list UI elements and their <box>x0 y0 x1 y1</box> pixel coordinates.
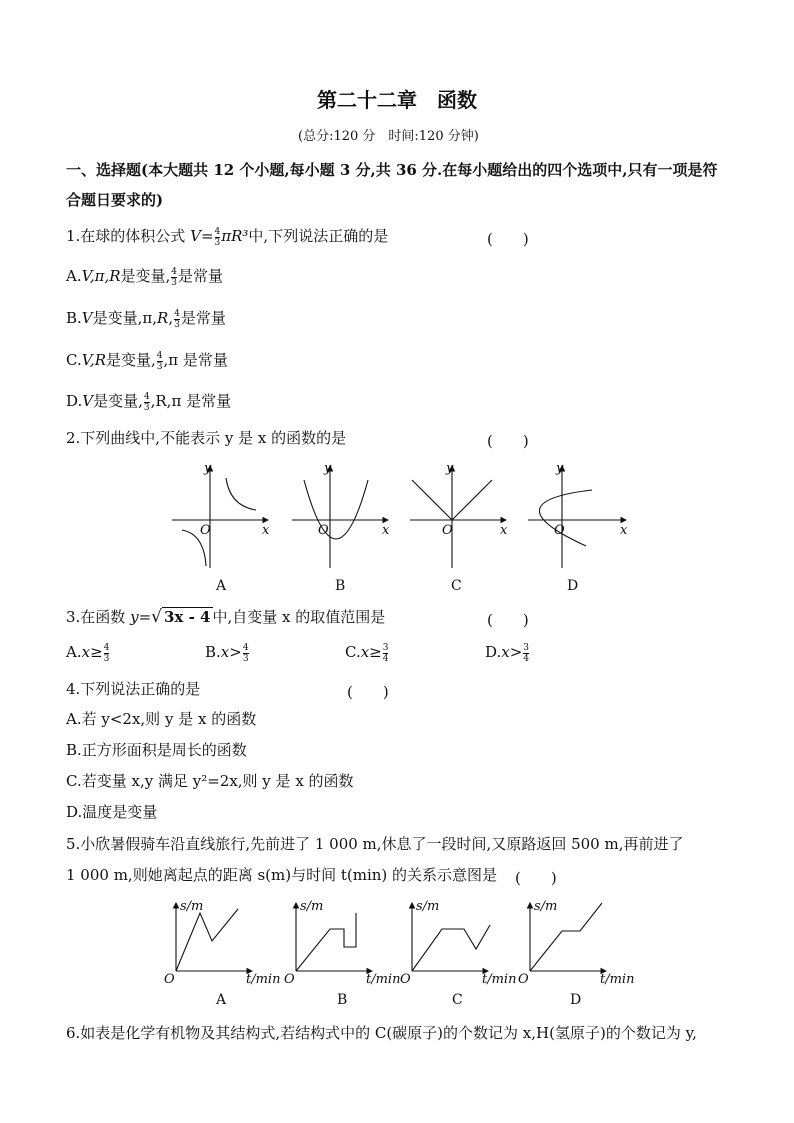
q1-option-a[interactable]: A.V,π,R是变量, $\frac{4}{3}$ 是常量 <box>66 266 224 288</box>
svg-text:O: O <box>554 523 565 538</box>
q5-stem-line1: 5.小欣暑假骑车沿直线旅行,先前进了 1 000 m,休息了一段时间,又原路返回 500 m,再前进了 <box>66 835 684 853</box>
section-heading-line1: 一、选择题(本大题共 12 个小题,每小题 3 分,共 36 分.在每小题给出的四个选项中,只有一项是符 <box>66 161 718 179</box>
graph-d[interactable] <box>528 466 626 568</box>
q1-answer-blank[interactable]: ( ) <box>487 230 529 248</box>
svg-text:x: x <box>500 523 508 538</box>
q4-option-d[interactable]: D.温度是变量 <box>66 803 158 821</box>
q2-stem: 2.下列曲线中,不能表示 y 是 x 的函数的是 <box>66 429 347 447</box>
q3-stem: 3.在函数 y=√ 3x - 4 中,自变量 x 的取值范围是 <box>66 607 386 627</box>
svg-text:t/min: t/min <box>246 972 281 987</box>
svg-text:y: y <box>204 461 212 476</box>
q2-label-a: A <box>216 578 227 594</box>
q4-answer-blank[interactable]: ( ) <box>347 683 389 701</box>
svg-text:s/m: s/m <box>180 899 204 914</box>
q4-option-b[interactable]: B.正方形面积是周长的函数 <box>66 741 247 759</box>
graph-b[interactable] <box>292 466 388 568</box>
page-subtitle: (总分:120 分 时间:120 分钟) <box>298 129 479 144</box>
q5-graphs <box>160 895 650 990</box>
svg-text:O: O <box>164 972 175 987</box>
svg-text:s/m: s/m <box>416 899 440 914</box>
svg-text:s/m: s/m <box>534 899 558 914</box>
svg-text:y: y <box>446 461 454 476</box>
q5-stem-line2: 1 000 m,则她离起点的距离 s(m)与时间 t(min) 的关系示意图是 <box>66 866 498 884</box>
svg-text:O: O <box>200 523 211 538</box>
svg-text:O: O <box>284 972 295 987</box>
q2-answer-blank[interactable]: ( ) <box>487 432 529 450</box>
q5-label-d: D <box>570 992 582 1008</box>
svg-text:x: x <box>382 523 390 538</box>
q1-stem: 1.在球的体积公式 V= $\frac{4}{3}$ πR³中,下列说法正确的是 <box>66 226 389 248</box>
svg-text:O: O <box>318 523 329 538</box>
svg-text:s/m: s/m <box>300 899 324 914</box>
q5-label-c: C <box>452 992 463 1008</box>
q3-option-d[interactable]: D.x> $\frac{3}{4}$ <box>485 642 530 664</box>
q6-stem-line1: 6.如表是化学有机物及其结构式,若结构式中的 C(碳原子)的个数记为 x,H(氢原子)的个数记为 y, <box>66 1024 697 1042</box>
q1-option-c[interactable]: C.V,R是变量, $\frac{4}{3}$ ,π 是常量 <box>66 350 228 372</box>
svg-text:t/min: t/min <box>366 972 401 987</box>
graph-a[interactable] <box>172 466 268 568</box>
svg-text:O: O <box>400 972 411 987</box>
svg-text:y: y <box>324 461 332 476</box>
svg-text:O: O <box>518 972 529 987</box>
q4-option-c[interactable]: C.若变量 x,y 满足 y²=2x,则 y 是 x 的函数 <box>66 772 354 790</box>
svg-text:x: x <box>262 523 270 538</box>
q2-label-b: B <box>335 578 346 594</box>
section-heading-line2: 合题日要求的) <box>66 191 164 209</box>
q4-option-a[interactable]: A.若 y<2x,则 y 是 x 的函数 <box>66 710 257 728</box>
q2-graphs <box>160 458 640 578</box>
q5-label-a: A <box>216 992 227 1008</box>
q3-option-c[interactable]: C.x≥ $\frac{3}{4}$ <box>345 642 389 664</box>
q4-stem: 4.下列说法正确的是 <box>66 680 201 698</box>
q3-option-b[interactable]: B.x> $\frac{4}{3}$ <box>205 642 249 664</box>
q1-option-b[interactable]: B.V是变量,π,R, $\frac{4}{3}$ 是常量 <box>66 308 226 330</box>
graph-c[interactable] <box>410 466 506 568</box>
svg-text:t/min: t/min <box>600 972 635 987</box>
q5-label-b: B <box>337 992 348 1008</box>
q3-answer-blank[interactable]: ( ) <box>487 611 529 629</box>
q3-option-a[interactable]: A.x≥ $\frac{4}{3}$ <box>66 642 110 664</box>
page-title: 第二十二章 函数 <box>317 88 477 112</box>
q2-label-d: D <box>567 578 579 594</box>
q5-answer-blank[interactable]: ( ) <box>515 869 557 887</box>
svg-text:y: y <box>556 461 564 476</box>
svg-text:t/min: t/min <box>482 972 517 987</box>
svg-text:O: O <box>442 523 453 538</box>
q1-option-d[interactable]: D.V是变量, $\frac{4}{3}$ ,R,π 是常量 <box>66 391 232 413</box>
svg-text:x: x <box>620 523 628 538</box>
q2-label-c: C <box>451 578 462 594</box>
